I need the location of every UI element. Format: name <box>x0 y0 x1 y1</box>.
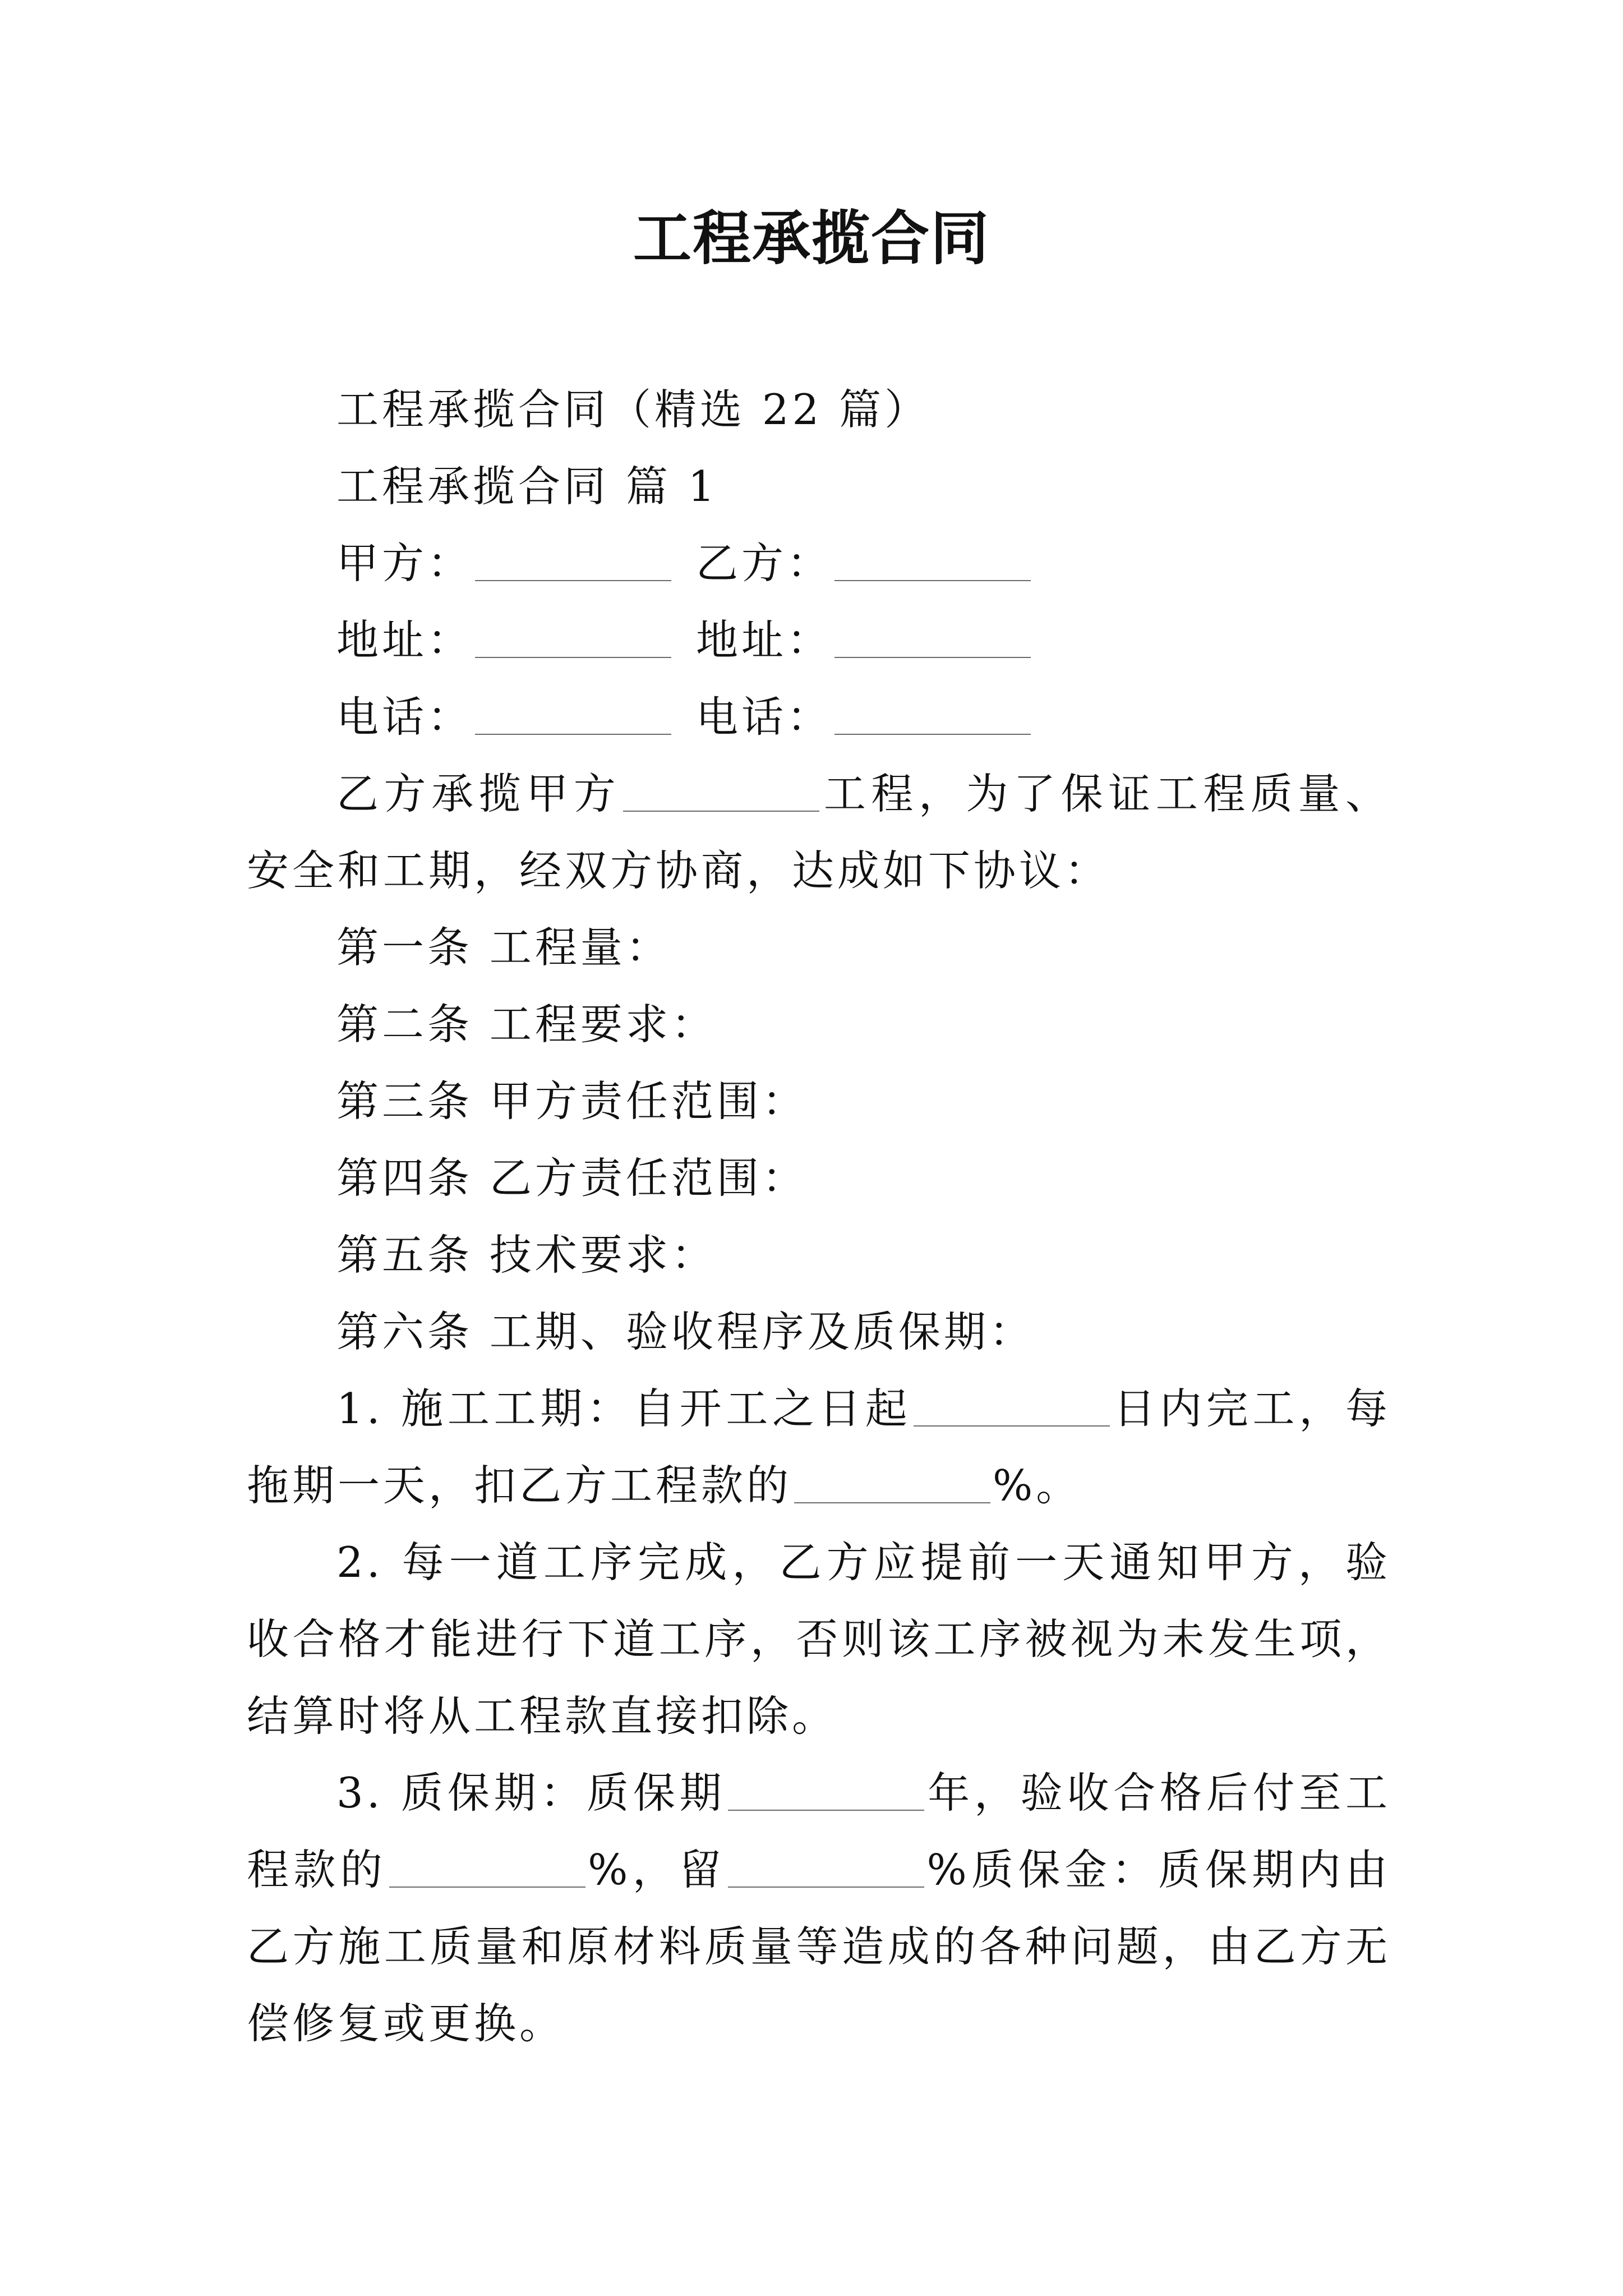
article-2: 第二条 工程要求： <box>336 1000 717 1049</box>
clause-1-text-b: 日内完工，每拖期一天，扣乙方工程款的 <box>247 1384 1391 1510</box>
party-a-phone-blank <box>475 694 671 735</box>
document-title: 工程承揽合同 <box>633 204 990 273</box>
party-row-names <box>247 525 1391 602</box>
clause-3 <box>247 1755 1391 2062</box>
article-5: 第五条 技术要求： <box>336 1230 717 1280</box>
payment-percent-blank <box>389 1847 585 1888</box>
clause-3-text-c: %，留 <box>588 1845 726 1894</box>
party-row-address <box>247 602 1391 679</box>
article-4: 第四条 乙方责任范围： <box>336 1153 808 1203</box>
document-body <box>247 371 1391 2062</box>
party-b-address-blank <box>834 618 1031 658</box>
party-b-phone-blank <box>834 694 1031 735</box>
clause-2: 2. 每一道工序完成，乙方应提前一天通知甲方，验收合格才能进行下道工序，否则该工序被视为未发生项，结算时将从工程款直接扣除。 <box>247 1538 1391 1741</box>
intro-paragraph <box>247 756 1391 909</box>
intro-text-after: 工程，为了保证工程质量、安全和工期，经双方协商，达成如下协议： <box>247 769 1391 895</box>
party-a-address-label: 地址： <box>336 615 473 665</box>
clause-1-text-c: %。 <box>993 1461 1082 1510</box>
clause-3-text-a: 3. 质保期：质保期 <box>336 1768 726 1818</box>
party-a-phone-label: 电话： <box>336 692 473 742</box>
party-a-label: 甲方： <box>336 539 473 588</box>
article-3: 第三条 甲方责任范围： <box>336 1076 808 1126</box>
warranty-years-blank <box>728 1770 924 1811</box>
clause-3-text-b: 年，验收合格后付至工程款的 <box>247 1768 1391 1894</box>
party-b-label: 乙方： <box>696 539 833 588</box>
project-name-blank <box>623 771 819 812</box>
penalty-percent-blank <box>794 1463 990 1503</box>
clause-3-text-d: %质保金：质保期内由乙方施工质量和原材料质量等造成的各种问题，由乙方无偿修复或更换。 <box>247 1845 1391 2048</box>
section-heading: 工程承揽合同 篇 1 <box>336 462 718 511</box>
party-b-blank <box>834 541 1031 581</box>
clause-1-text-a: 1. 施工工期：自开工之日起 <box>336 1384 912 1433</box>
party-row-phone <box>247 679 1391 756</box>
document-subtitle: 工程承揽合同（精选 22 篇） <box>336 385 930 434</box>
party-a-address-blank <box>475 618 671 658</box>
retention-percent-blank <box>728 1847 924 1888</box>
intro-text-before: 乙方承揽甲方 <box>336 769 621 818</box>
clause-1 <box>247 1370 1391 1524</box>
duration-days-blank <box>914 1386 1110 1427</box>
article-1: 第一条 工程量： <box>336 923 671 972</box>
party-a-blank <box>475 541 671 581</box>
article-6: 第六条 工期、验收程序及质保期： <box>336 1307 1035 1356</box>
party-b-address-label: 地址： <box>696 615 833 665</box>
party-b-phone-label: 电话： <box>696 692 833 742</box>
